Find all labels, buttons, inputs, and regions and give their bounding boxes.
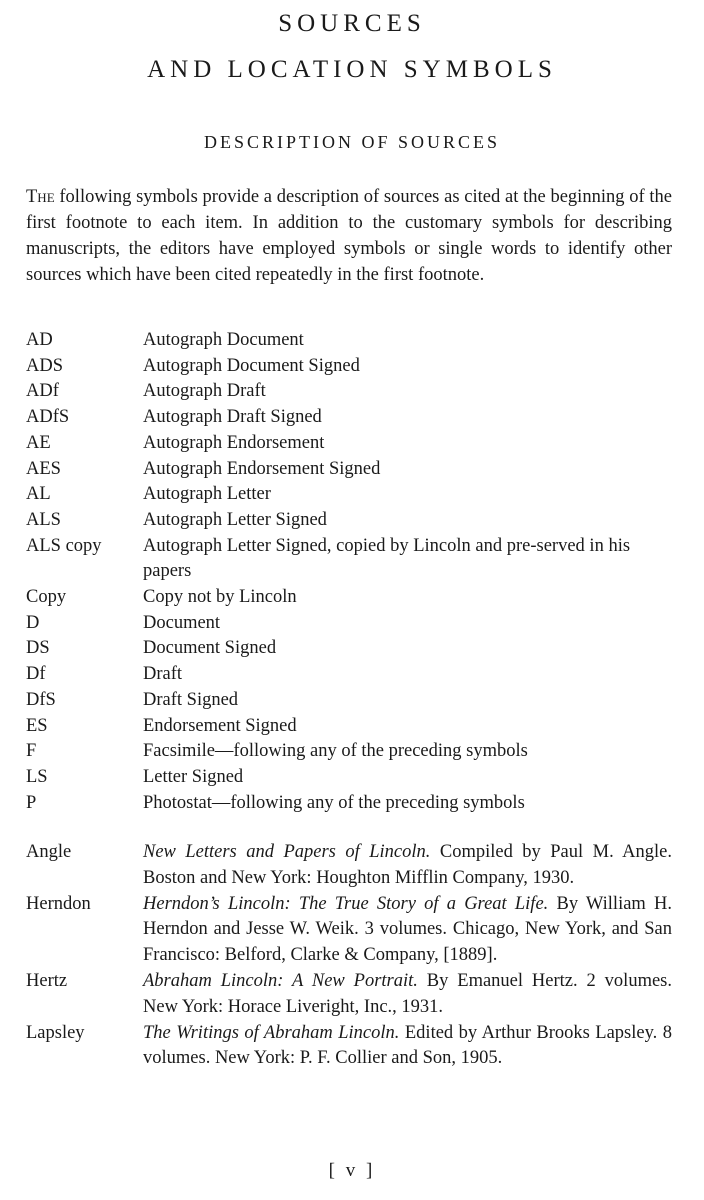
symbol-row — [26, 791, 676, 817]
symbol-abbreviation: F — [26, 741, 37, 762]
source-title: The Writings of Abraham Lincoln. — [143, 1022, 400, 1043]
symbol-abbreviation: AD — [26, 330, 53, 350]
source-row — [26, 892, 672, 969]
symbol-row — [26, 379, 676, 405]
source-abbreviation: Lapsley — [26, 1022, 85, 1043]
source-details: Compiled by Paul M. Angle. Boston and New York: Houghton Mifflin Company, 1930. — [143, 842, 673, 888]
source-citation — [143, 892, 672, 969]
page-number: [ v ] — [328, 1160, 376, 1181]
symbol-abbreviation: ALS — [26, 509, 61, 530]
source-title: Abraham Lincoln: A New Portrait. — [143, 970, 418, 991]
symbol-abbreviation: DS — [26, 638, 50, 659]
symbol-abbreviation: ADfS — [26, 407, 70, 428]
symbol-description: Autograph Letter Signed, copied by Lincoln and pre-served in his papers — [143, 535, 631, 582]
symbol-description: Autograph Document Signed — [143, 355, 360, 376]
source-abbreviation: Herndon — [26, 893, 91, 914]
symbol-description: Autograph Draft — [143, 381, 266, 402]
symbol-abbreviation: LS — [26, 766, 48, 787]
intro-first-word: The — [26, 187, 55, 207]
symbol-row — [26, 662, 676, 688]
symbol-description: Photostat—following any of the preceding symbols — [143, 792, 525, 813]
symbol-description: Autograph Endorsement Signed — [143, 458, 381, 479]
symbol-abbreviation: DfS — [26, 689, 56, 710]
symbol-description: Draft — [143, 664, 183, 685]
source-details: By Emanuel Hertz. 2 volumes. New York: Horace Liveright, Inc., 1931. — [143, 970, 672, 1017]
symbol-row — [26, 611, 676, 637]
page-title-line-1: SOURCES — [278, 10, 426, 37]
symbol-description: Endorsement Signed — [143, 715, 297, 736]
symbol-row — [26, 585, 676, 611]
symbol-abbreviation: D — [26, 612, 40, 633]
symbol-row — [26, 482, 676, 508]
symbol-description: Document Signed — [143, 638, 277, 659]
symbol-row — [26, 714, 676, 740]
symbol-description: Document — [143, 612, 221, 633]
symbol-abbreviation: AES — [26, 458, 61, 479]
source-row — [26, 840, 672, 892]
symbol-abbreviation: AE — [26, 432, 51, 453]
symbol-description: Autograph Draft Signed — [143, 407, 322, 428]
symbol-abbreviation: ADS — [26, 355, 64, 376]
symbol-row — [26, 508, 676, 534]
symbol-abbreviation: ES — [26, 715, 48, 736]
source-title: Herndon’s Lincoln: The True Story of a Great Life. — [143, 893, 549, 914]
source-title: New Letters and Papers of Lincoln. — [143, 842, 431, 862]
symbol-description: Autograph Letter — [143, 484, 271, 505]
symbol-row — [26, 328, 676, 354]
symbol-list — [26, 328, 676, 816]
intro-text: following symbols provide a description of sources as cited at the beginning of the first footnote to each item. In addition to the customary symbols for describing manuscripts, the editors have employed symbols or single words to identify other sources which have been cited repeatedly in the first footnote. — [26, 187, 672, 285]
source-row — [26, 969, 672, 1021]
symbol-abbreviation: ADf — [26, 381, 59, 402]
symbol-description: Facsimile—following any of the preceding symbols — [143, 741, 528, 762]
symbol-row — [26, 431, 676, 457]
symbol-row — [26, 688, 676, 714]
symbol-row — [26, 636, 676, 662]
symbol-row — [26, 739, 676, 765]
source-abbreviation: Hertz — [26, 970, 68, 991]
source-details: By William H. Herndon and Jesse W. Weik. 3 volumes. Chicago, New York, and San Francisco: Belford, Clarke & Company, [1889]. — [143, 893, 672, 966]
symbol-abbreviation: P — [26, 792, 37, 813]
symbol-description: Autograph Endorsement — [143, 432, 325, 453]
symbol-row — [26, 405, 676, 431]
symbol-abbreviation: AL — [26, 484, 51, 505]
source-citation — [143, 1021, 672, 1073]
symbol-row — [26, 354, 676, 380]
symbol-description: Draft Signed — [143, 689, 239, 710]
page-title-line-2: AND LOCATION SYMBOLS — [147, 56, 557, 83]
symbol-abbreviation: Df — [26, 664, 46, 685]
source-citation — [143, 969, 672, 1021]
source-row — [26, 1021, 672, 1073]
symbol-row — [26, 457, 676, 483]
symbol-row — [26, 765, 676, 791]
source-citation — [143, 840, 672, 892]
source-abbreviation: Angle — [26, 842, 72, 862]
symbol-description: Autograph Document — [143, 330, 304, 350]
source-details: Edited by Arthur Brooks Lapsley. 8 volumes. New York: P. F. Collier and Son, 1905. — [143, 1022, 672, 1069]
symbol-row — [26, 534, 676, 585]
symbol-description: Copy not by Lincoln — [143, 587, 297, 608]
intro-paragraph — [26, 184, 672, 288]
section-heading: DESCRIPTION OF SOURCES — [203, 132, 501, 152]
symbol-description: Letter Signed — [143, 766, 244, 787]
symbol-abbreviation: Copy — [26, 587, 67, 608]
source-list — [26, 840, 672, 1072]
symbol-abbreviation: ALS copy — [26, 535, 102, 556]
symbol-description: Autograph Letter Signed — [143, 509, 327, 530]
